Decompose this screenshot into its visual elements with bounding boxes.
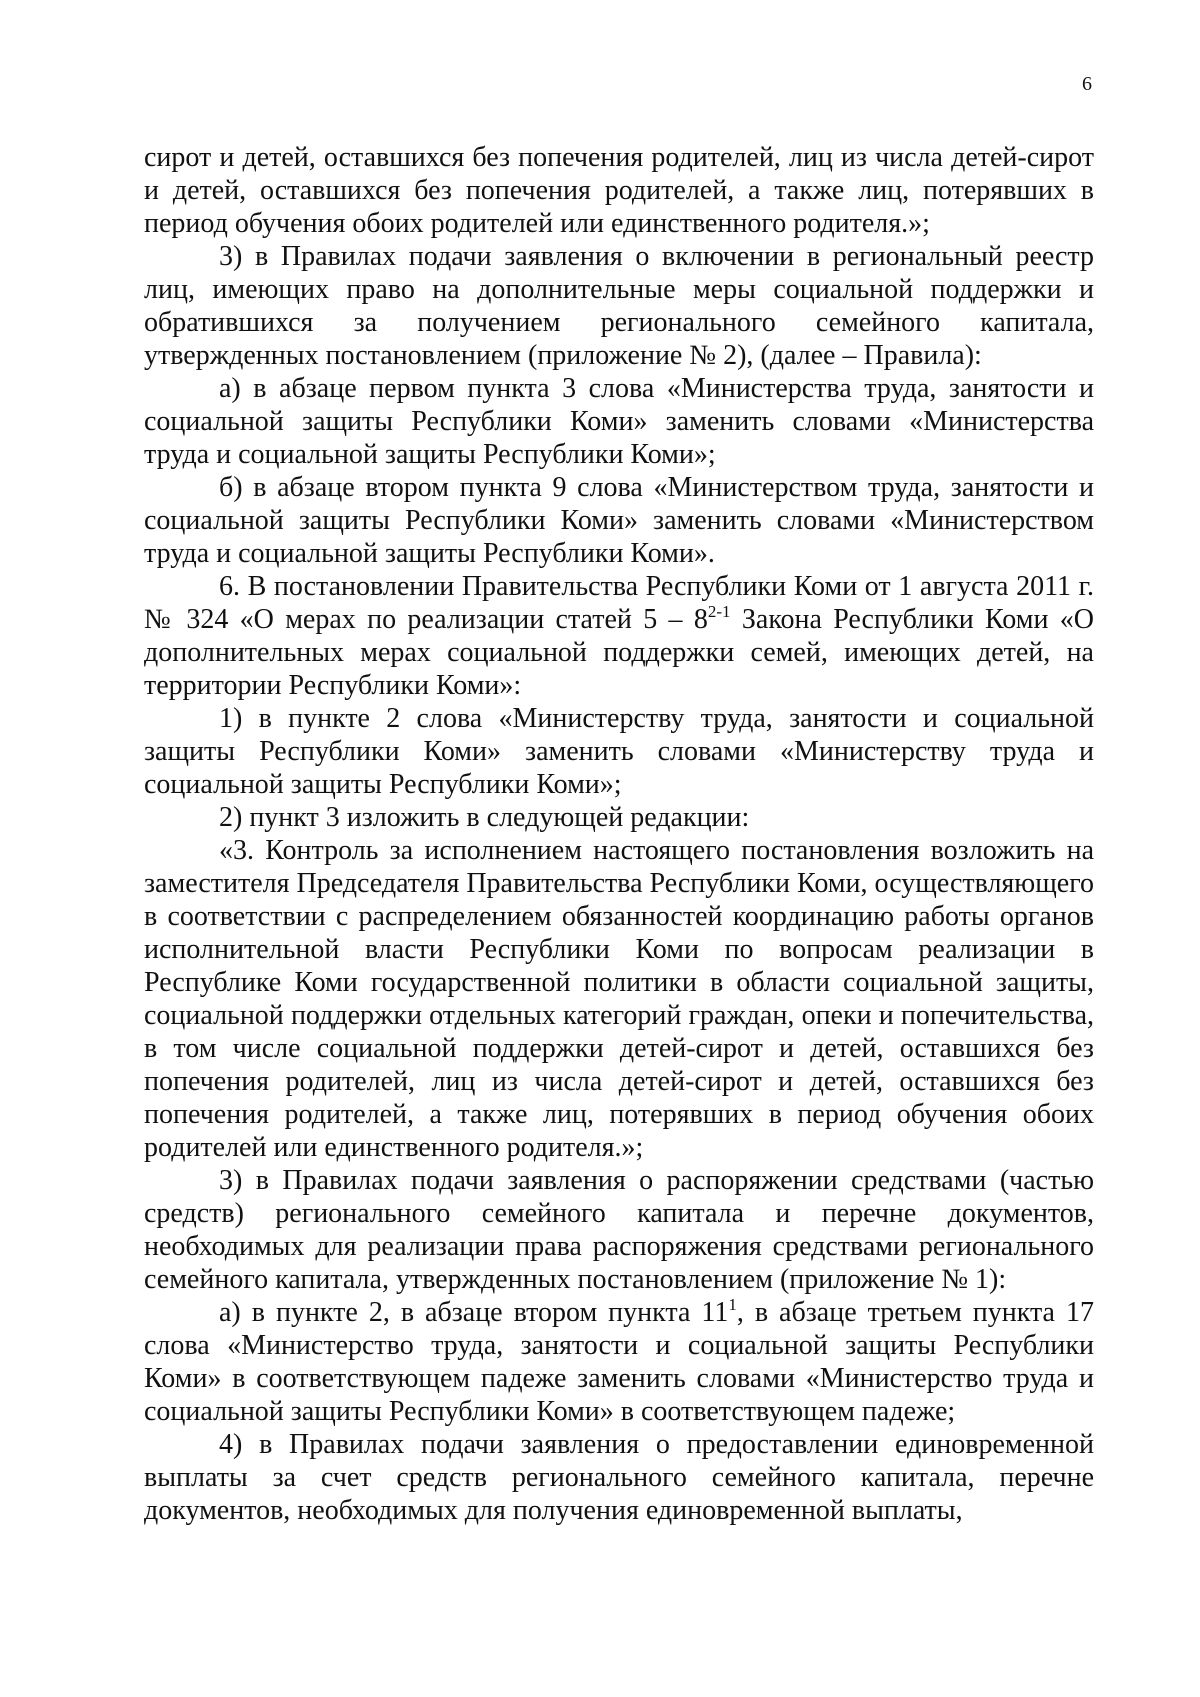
paragraph: 4) в Правилах подачи заявления о предоставлении единовременной выплаты за счет средств регионального семейного капитала, перечне документов, необходимых для получения единовременной выплаты, — [144, 1429, 1094, 1526]
page-number: 6 — [1082, 73, 1092, 95]
paragraph: а) в абзаце первом пункта 3 слова «Министерства труда, занятости и социальной защиты Республики Коми» заменить словами «Министерства труда и социальной защиты Республики Коми»; — [144, 373, 1094, 470]
paragraph-text: Закона Республики Коми «О дополнительных мерах социальной поддержки семей, имеющих детей, на территории Республики Коми»: — [144, 604, 1095, 701]
paragraph: б) в абзаце втором пункта 9 слова «Министерством труда, занятости и социальной защиты Республики Коми» заменить словами «Министерством труда и социальной защиты Республики Коми». — [144, 472, 1094, 569]
paragraph: «3. Контроль за исполнением настоящего постановления возложить на заместителя Председателя Правительства Республики Коми, осуществляющего в соответствии с распределением обязанностей координацию работы органов исполнительной власти Республики Коми по вопросам реализации в Республике Коми государственной политики в области социальной защиты, социальной поддержки отдельных категорий граждан, опеки и попечительства, в том числе социальной поддержки детей-сирот и детей, оставшихся без попечения родителей, лиц из числа детей-сирот и детей, оставшихся без попечения родителей, а также лиц, потерявших в период обучения обоих родителей или единственного родителя.»; — [144, 835, 1094, 1163]
paragraph — [144, 570, 1094, 702]
paragraph: сирот и детей, оставшихся без попечения родителей, лиц из числа детей-сирот и детей, оставшихся без попечения родителей, а также лиц, потерявших в период обучения обоих родителей или единственного родителя.»; — [144, 142, 1094, 239]
document-body — [144, 141, 1094, 1527]
paragraph-text: , в абзаце третьем пункта 17 слова «Министерство труда, занятости и социальной защиты Республики Коми» в соответствующем падеже заменить словами «Министерство труда и социальной защиты Республики Коми» в соответствующем падеже; — [144, 1297, 1094, 1427]
superscript: 2-1 — [707, 601, 731, 621]
paragraph: 3) в Правилах подачи заявления о распоряжении средствами (частью средств) регионального семейного капитала и перечне документов, необходимых для реализации права распоряжения средствами регионального семейного капитала, утвержденных постановлением (приложение № 1): — [144, 1165, 1094, 1295]
paragraph-text: 6. В постановлении Правительства Республики Коми от 1 августа 2011 г. № 324 «О мерах по реализации статей 5 – 8 — [144, 571, 1094, 635]
superscript: 1 — [728, 1294, 737, 1314]
paragraph: 3) в Правилах подачи заявления о включении в региональный реестр лиц, имеющих право на дополнительные меры социальной поддержки и обратившихся за получением регионального семейного капитала, утвержденных постановлением (приложение № 2), (далее – Правила): — [144, 241, 1094, 371]
paragraph: 1) в пункте 2 слова «Министерству труда, занятости и социальной защиты Республики Коми» заменить словами «Министерству труда и социальной защиты Республики Коми»; — [144, 703, 1094, 800]
paragraph — [144, 1296, 1094, 1428]
paragraph: 2) пункт 3 изложить в следующей редакции: — [219, 802, 750, 833]
paragraph-text: а) в пункте 2, в абзаце втором пункта 11 — [219, 1297, 729, 1328]
